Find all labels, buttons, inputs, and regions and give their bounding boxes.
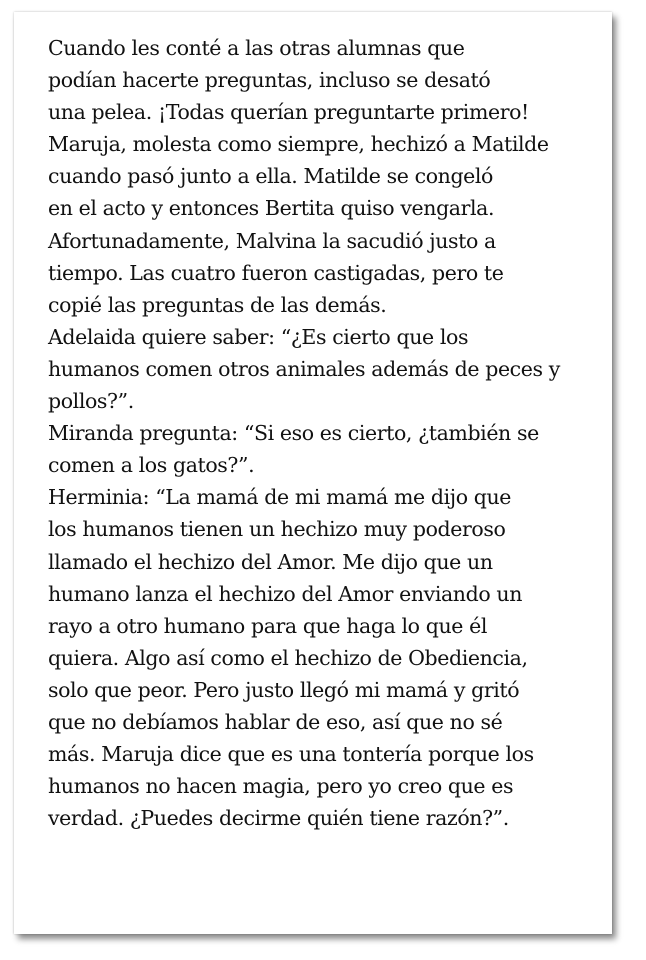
text-line: comen a los gatos?”. bbox=[48, 453, 255, 478]
text-line: Cuando les conté a las otras alumnas que bbox=[48, 36, 465, 60]
text-line: verdad. ¿Puedes decirme quién tiene razón?”. bbox=[48, 806, 509, 831]
text-line: los humanos tienen un hechizo muy poderoso bbox=[48, 517, 506, 542]
text-line: Adelaida quiere saber: “¿Es cierto que los bbox=[48, 324, 469, 349]
text-line: en el acto y entonces Bertita quiso vengarla. bbox=[48, 196, 495, 221]
text-line: copié las preguntas de las demás. bbox=[48, 292, 387, 317]
text-line: una pelea. ¡Todas querían preguntarte primero! bbox=[48, 100, 529, 125]
letter-page bbox=[14, 12, 612, 934]
text-line: pollos?”. bbox=[48, 389, 134, 414]
text-line: humano lanza el hechizo del Amor enviando un bbox=[48, 581, 522, 606]
text-line: que no debíamos hablar de eso, así que no sé bbox=[48, 709, 503, 734]
text-line: llamado el hechizo del Amor. Me dijo que un bbox=[48, 549, 493, 574]
text-line: Miranda pregunta: “Si eso es cierto, ¿también se bbox=[48, 421, 539, 446]
text-line: cuando pasó junto a ella. Matilde se congeló bbox=[48, 164, 493, 189]
text-line: Maruja, molesta como siempre, hechizó a Matilde bbox=[48, 132, 549, 157]
text-line: Herminia: “La mamá de mi mamá me dijo que bbox=[48, 485, 512, 510]
text-line: humanos comen otros animales además de peces y bbox=[48, 356, 560, 381]
text-line: Afortunadamente, Malvina la sacudió justo a bbox=[48, 228, 496, 253]
text-line: quiera. Algo así como el hechizo de Obediencia, bbox=[48, 645, 528, 670]
text-line: rayo a otro humano para que haga lo que él bbox=[48, 613, 487, 638]
text-line: más. Maruja dice que es una tontería porque los bbox=[48, 742, 534, 767]
text-line: humanos no hacen magia, pero yo creo que es bbox=[48, 774, 514, 799]
text-line: podían hacerte preguntas, incluso se desató bbox=[48, 68, 491, 93]
letter-body bbox=[48, 32, 608, 834]
text-line: solo que peor. Pero justo llegó mi mamá y gritó bbox=[48, 677, 520, 702]
text-line: tiempo. Las cuatro fueron castigadas, pero te bbox=[48, 260, 504, 285]
